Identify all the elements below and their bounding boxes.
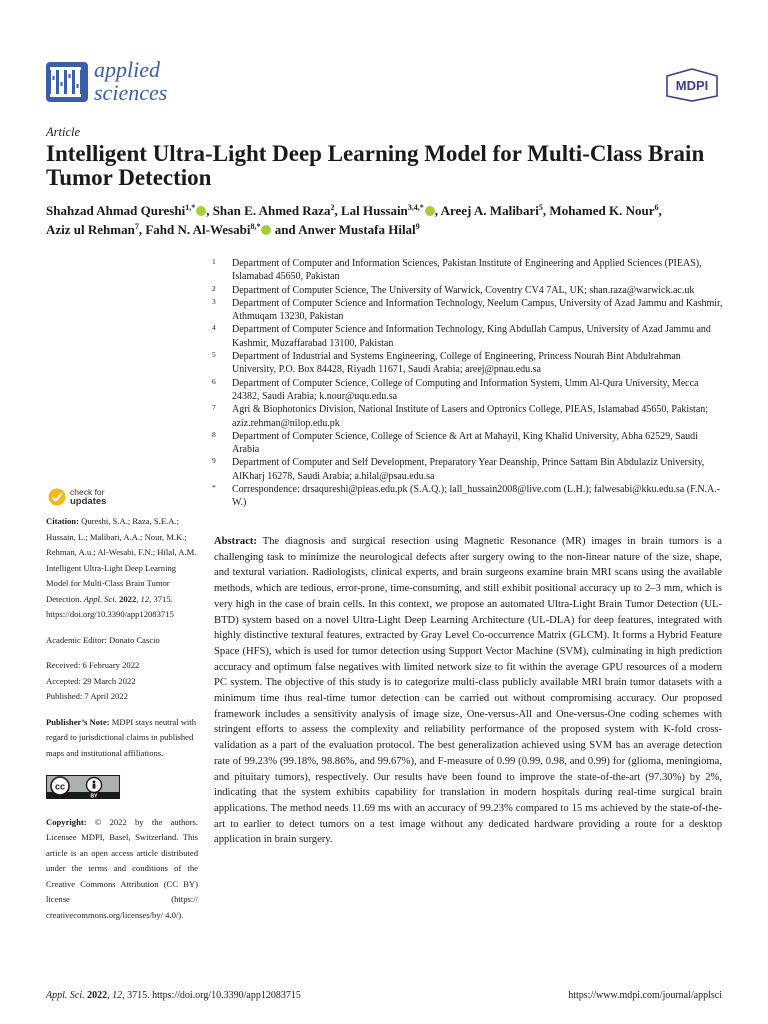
citation-block: Citation: Qureshi, S.A.; Raza, S.E.A.; Hussain, L.; Malibari, A.A.; Nour, M.K.; Rehman, A.u.; Al-Wesabi, F.N.; Hilal, A.M. Intelligent Ultra-Light Deep Learning Model for Multi-Class Brain Tumor Detection. Appl. Sci. 2022, 12, 3715. https://doi.org/10.3390/app12083715 — [46, 516, 197, 619]
check-updates-line1: check for — [70, 487, 105, 497]
author-affiliation-marker: 7 — [134, 222, 139, 231]
received-date: Received: 6 February 2022 — [46, 660, 140, 670]
affiliation-text: Department of Computer Science and Information Technology, King Abdullah Campus, University of Azad Jammu and Kashmir, Muzaffarabad 13100, Pakistan — [232, 324, 711, 349]
orcid-icon[interactable] — [425, 206, 435, 216]
affiliation-number: 9 — [212, 456, 216, 466]
publishers-note-label: Publisher’s Note: — [46, 716, 110, 727]
affiliation-number: 6 — [212, 376, 216, 386]
affiliation-number: 2 — [212, 283, 216, 293]
accepted-date: Accepted: 29 March 2022 — [46, 675, 136, 686]
svg-text:cc: cc — [54, 781, 66, 792]
affiliation-text: Department of Industrial and Systems Engineering, College of Engineering, Princess Nourah Bint Abdulrahman University, P.O. Box 84428, Riyadh 11671, Saudi Arabia; areej@pnau.edu.sa — [232, 351, 681, 376]
author-name-text: Fahd N. Al-Wesabi — [145, 222, 251, 237]
author-name — [441, 203, 547, 218]
affiliation-item — [212, 297, 726, 324]
author-separator: , — [334, 203, 338, 218]
author-separator: , — [138, 222, 143, 237]
published-date: Published: 7 April 2022 — [46, 691, 128, 701]
author-name-text: Areej A. Malibari — [440, 203, 539, 218]
affiliation-item — [212, 483, 726, 510]
academic-editor: Academic Editor: Donato Cascio — [46, 634, 160, 645]
footer-year: 2022 — [87, 990, 108, 1001]
affiliation-number: 3 — [212, 296, 216, 306]
author-name — [46, 222, 142, 237]
author-name-text: Lal Hussain — [340, 203, 408, 218]
author-affiliation-marker: 6 — [654, 203, 659, 212]
copyright-label: Copyright: — [46, 816, 87, 827]
affiliation-text: Department of Computer Science, College of Computing and Information System, Umm Al-Qura University, Mecca 24382, Saudi Arabia; k.nour@uqu.edu.sa — [232, 377, 699, 402]
author-affiliation-marker: 1,* — [185, 203, 196, 212]
author-name — [145, 222, 271, 237]
affiliation-number: 7 — [212, 403, 216, 413]
author-affiliation-marker: 5 — [538, 203, 543, 212]
journal-name — [94, 58, 167, 104]
footer-citation: Appl. Sci. 2022, 12, 3715. https://doi.org/10.3390/app12083715 — [46, 990, 301, 1001]
article-type: Article — [46, 125, 81, 139]
orcid-icon[interactable] — [261, 225, 271, 235]
affiliation-number: * — [212, 483, 216, 493]
orcid-icon[interactable] — [196, 206, 206, 216]
author-name — [549, 203, 661, 218]
author-affiliation-marker: 2 — [330, 203, 335, 212]
citation-year: 2022 — [119, 593, 137, 604]
sidebar — [46, 488, 198, 933]
citation-doi-link[interactable]: , 3715. https://doi.org/10.3390/app12083715 — [46, 593, 174, 619]
author-separator: , — [434, 203, 439, 218]
dates-block — [46, 658, 198, 705]
author-name-text: and Anwer Mustafa Hilal — [274, 222, 416, 237]
journal-name-line2: sciences — [94, 80, 168, 105]
check-updates-line2: updates — [70, 496, 107, 507]
abstract — [214, 534, 722, 848]
journal-name-line1: applied — [94, 57, 160, 82]
affiliation-text: Department of Computer and Self Development, Preparatory Year Deanship, Prince Sattam Bin Abdulaziz University, AlKharj 16278, Saudi Arabia; a.hilal@psau.edu.sa — [232, 457, 705, 482]
journal-logo-icon — [46, 62, 88, 102]
author-name-text: Aziz ul Rehman — [46, 222, 135, 237]
affiliation-number: 5 — [212, 350, 216, 360]
publishers-note-text: MDPI stays neutral with regard to jurisdictional claims in published maps and institutional affiliations. — [46, 716, 196, 758]
affiliation-item — [212, 377, 726, 404]
affiliation-number: 1 — [212, 257, 216, 266]
publishers-note — [46, 715, 198, 762]
author-list — [46, 201, 736, 239]
author-affiliation-marker: 3,4,* — [407, 203, 424, 212]
author-name — [46, 203, 209, 218]
affiliation-text: Department of Computer Science, College of Science & Art at Mahayil, King Khalid University, Abha 62529, Saudi Arabia — [232, 430, 698, 456]
author-separator: , — [542, 203, 547, 218]
affiliation-text: Department of Computer Science, The University of Warwick, Coventry CV4 7AL, UK; shan.raza@warwick.ac.uk — [232, 284, 695, 296]
copyright-block — [46, 815, 198, 924]
mdpi-logo-icon — [664, 68, 720, 102]
affiliation-item — [212, 456, 726, 483]
publisher-name: MDPI — [675, 78, 709, 93]
footer-volume: 12 — [112, 990, 123, 1001]
affiliation-item — [212, 430, 726, 457]
affiliation-item — [212, 323, 726, 350]
author-name-text: Shahzad Ahmad Qureshi — [46, 203, 186, 218]
author-separator: , — [658, 203, 662, 218]
author-name — [341, 203, 438, 218]
author-affiliation-marker: 8,* — [250, 222, 261, 231]
affiliation-number: 4 — [212, 323, 216, 333]
affiliation-item — [212, 350, 726, 377]
citation-volume: 12 — [140, 593, 150, 604]
author-affiliation-marker: 9 — [415, 222, 420, 231]
footer-doi-link[interactable]: , 3715. https://doi.org/10.3390/app12083715 — [122, 990, 301, 1001]
author-name — [213, 203, 338, 218]
cc-by-license-icon[interactable] — [46, 775, 120, 799]
citation-journal: Appl. Sci. — [83, 593, 117, 604]
author-name-text: Mohamed K. Nour — [549, 203, 655, 218]
affiliation-text: Correspondence: drsaqureshi@pieas.edu.pk (S.A.Q.); lall_hussain2008@live.com (L.H.); falwesabi@kku.edu.sa (F.N.A.-W.) — [232, 484, 721, 509]
affiliation-text: Department of Computer Science and Information Technology, Neelum Campus, University of Azad Jammu and Kashmir, Athmuqam 13230, Pakistan — [232, 297, 723, 323]
affiliation-text: Agri & Biophotonics Division, National Institute of Lasers and Optronics College, PIEAS, Islamabad 45650, Pakistan; aziz.rehman@nilop.edu.pk — [232, 404, 709, 429]
affiliation-number: 8 — [212, 429, 216, 439]
affiliation-item — [212, 257, 726, 284]
citation-label: Citation: — [46, 516, 79, 526]
abstract-text: The diagnosis and surgical resection using Magnetic Resonance (MR) images in brain tumors is a challenging task to minimize the neurological defects after surgery owing to the non-linear nature of the size, shape, and textural variation. Radiologists, clinical experts, and brain surgeons examine brain MRI scans using the available methods, which are tedious, error-prone, time-consuming, and still exhibit positional accuracy up to 2–3 mm, which is very high in the case of brain cells. In this context, we propose an automated Ultra-Light Brain Tumor Detection (UL-BTD) system based on a novel Ultra-Light Deep Learning Architecture (UL-DLA) for deep features, integrated with highly distinctive textural features, extracted by Gray Level Co-occurrence Matrix (GLCM). It forms a Hybrid Feature Space (HFS), which is used for tumor detection using Support Vector Machine (SVM), culminating in high prediction accuracy and optimum false negatives with limited network size to fit within the average GPU resources of a modern PC system. The objective of this study is to categorize multi-class publicly available MRI brain tumor datasets with a minimum time thus real-time tumor detection can be carried out without compromising accuracy. Our proposed framework includes a sensitivity analysis of image size, One-versus-All and One-versus-One coding schemes with stringent efforts to assess the complexity and reliability performance of the proposed system with K-fold cross-validation as a part of the evaluation protocol. The best generalization achieved using SVM has an average detection rate of 99.23% (99.18%, 98.86%, and 99.67%), and F-measure of 0.99 (0.99, 0.98, and 0.99) for (glioma, meningioma, and pituitary tumors), respectively. Our results have been found to improve the state-of-the-art (97.30%) by 2%, indicating that the system exhibits capability for translation in modern hospitals during real-time surgical brain applications. The method needs 11.69 ms with an accuracy of 99.23% compared to 15 ms achieved by the state-of-the-art to earlier to detect tumors on a test image without any dedicated hardware providing a route for a desktop application in brain surgery. — [214, 536, 722, 846]
abstract-label: Abstract: — [214, 536, 257, 547]
affiliation-item — [212, 403, 726, 430]
affiliation-text: Department of Computer and Information Sciences, Pakistan Institute of Engineering and Applied Sciences (PIEAS), Islamabad 45650, Pakistan — [232, 258, 702, 283]
footer-journal-url[interactable]: https://www.mdpi.com/journal/applsci — [568, 990, 722, 1001]
author-name-text: Shan E. Ahmed Raza — [212, 203, 331, 218]
footer-journal: Appl. Sci. — [46, 990, 85, 1001]
author-name — [275, 222, 420, 237]
affiliations — [212, 257, 726, 510]
citation-text: Qureshi, S.A.; Raza, S.E.A.; Hussain, L.; Malibari, A.A.; Nour, M.K.; Rehman, A.u.; Al-Wesabi, F.N.; Hilal, A.M. Intelligent Ultra-Light Deep Learning Model for Multi-Class Brain Tumor Detection. — [46, 516, 197, 604]
copyright-text: © 2022 by the authors. Licensee MDPI, Basel, Switzerland. This article is an open access article distributed under the terms and conditions of the Creative Commons Attribution (CC BY) license (https:// creativecommons.org/licenses/by/ 4.0/). — [46, 816, 198, 920]
author-separator: , — [206, 203, 210, 218]
check-for-updates-button[interactable] — [48, 488, 198, 506]
paper-title: Intelligent Ultra-Light Deep Learning Model for Multi-Class Brain Tumor Detection — [46, 141, 705, 190]
check-updates-icon — [48, 488, 66, 506]
affiliation-item — [212, 284, 726, 297]
cc-by-label: BY — [90, 793, 98, 799]
